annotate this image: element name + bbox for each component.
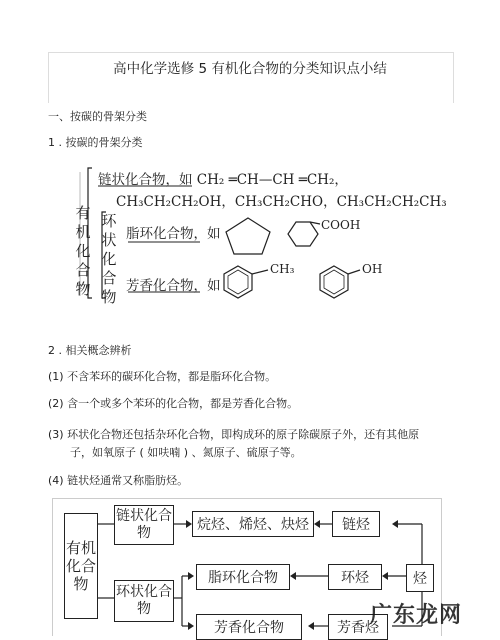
diagram1-aromatic-row: 芳香化合物，如 xyxy=(126,278,221,294)
aromatic-label: 芳香化合物 xyxy=(126,278,194,294)
point-3-cont: 子，如氧原子 ( 如呋喃 ) 、氮原子、硫原子等。 xyxy=(70,446,302,459)
oh-group: OH xyxy=(362,262,383,276)
ch3-group: CH₃ xyxy=(270,262,295,276)
alicyclic-label: 脂环化合物 xyxy=(126,226,194,242)
watermark: 广东龙网 xyxy=(370,603,463,628)
chain-examples-line2: CH₃CH₂CH₂OH，CH₃CH₂CHO，CH₃CH₂CH₂CH₃ xyxy=(116,194,447,210)
diagram1-root: 有机化合物 xyxy=(75,204,91,298)
chain-examples-line1: ，如 CH₂ ═CH—CH ═CH₂， xyxy=(165,172,348,188)
diagram1-ring-label: 环状化合物 xyxy=(101,212,117,306)
d2-ring-compound-box: 环状化合物 xyxy=(114,580,174,622)
page-title: 高中化学选修 5 有机化合物的分类知识点小结 xyxy=(113,61,387,77)
diagram1-alicyclic-row: 脂环化合物，如 xyxy=(126,226,221,242)
item-heading-2: 2 . 相关概念辨析 xyxy=(48,344,132,357)
point-2: (2) 含一个或多个苯环的化合物，都是芳香化合物。 xyxy=(48,397,299,410)
d2-root-box: 有机化合物 xyxy=(64,513,98,619)
cooh-group: COOH xyxy=(321,218,361,232)
point-4: (4) 链状烃通常又称脂肪烃。 xyxy=(48,474,189,487)
d2-aromatic-box: 芳香化合物 xyxy=(196,614,302,640)
section-heading: 一、按碳的骨架分类 xyxy=(48,110,147,123)
d2-aromatic-hc-box: 芳香烃 xyxy=(328,614,388,640)
d2-chain-hc-box: 链烃 xyxy=(332,511,380,537)
d2-alkanes-box: 烷烃、烯烃、炔烃 xyxy=(192,511,314,537)
d2-alicyclic-box: 脂环化合物 xyxy=(196,564,290,590)
item-heading-1: 1 . 按碳的骨架分类 xyxy=(48,136,143,149)
point-3: (3) 环状化合物还包括杂环化合物，即构成环的原子除碳原子外，还有其他原 xyxy=(48,428,420,441)
diagram1-chain-row xyxy=(98,168,348,188)
chain-compound-label: 链状化合物 xyxy=(98,172,166,188)
point-1: (1) 不含苯环的碳环化合物，都是脂环化合物。 xyxy=(48,370,277,383)
d2-chain-compound-box: 链状化合物 xyxy=(114,505,174,545)
d2-ring-hc-box: 环烃 xyxy=(328,564,382,590)
d2-hydrocarbon-box: 烃 xyxy=(406,564,434,592)
